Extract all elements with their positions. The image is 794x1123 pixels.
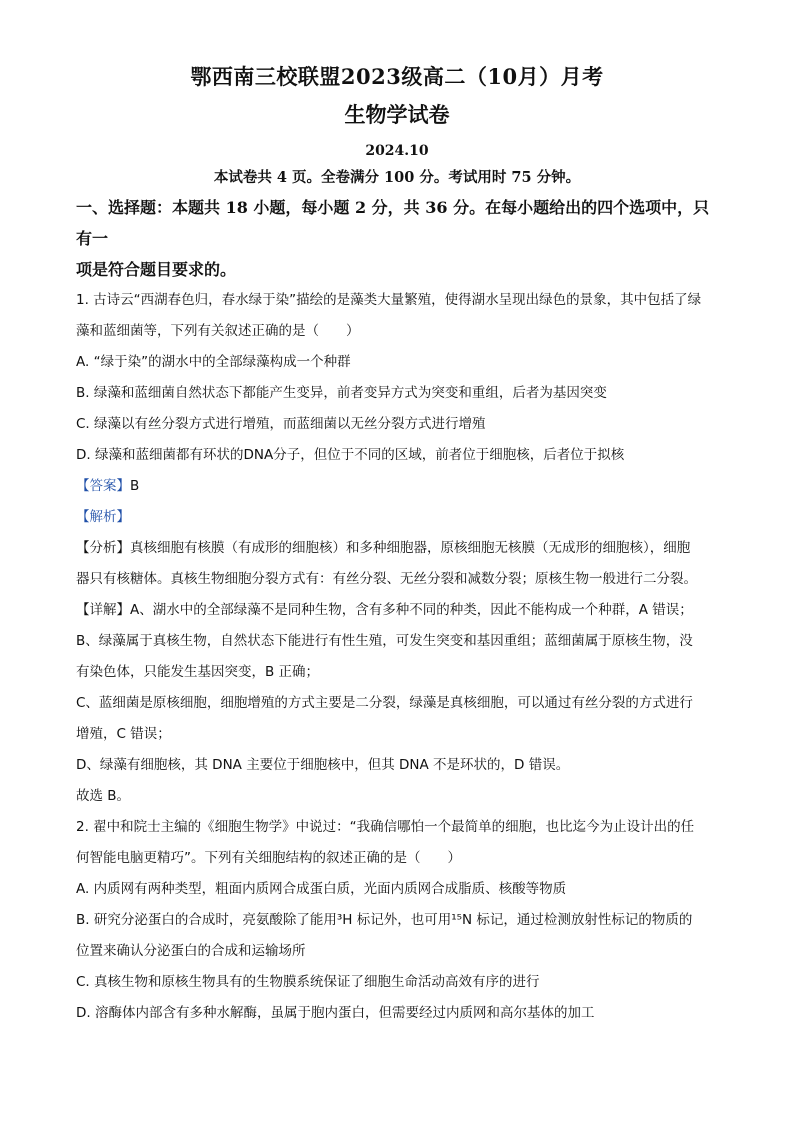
exam-title: 鄂西南三校联盟2023级高二（10月）月考 (190, 64, 604, 89)
fenxi-tag: 【分析】 (76, 540, 130, 556)
exam-subtitle: 生物学试卷 (344, 102, 450, 127)
answer-tag: 【答案】 (76, 478, 130, 494)
q1-stem-line1: 1. 古诗云“西湖春色归，春水绿于染”描绘的是藻类大量繁殖，使得湖水呈现出绿色的景象，其中包括了绿 (76, 292, 702, 308)
analysis-tag: 【解析】 (76, 509, 130, 525)
fenxi-text-1: 真核细胞有核膜（有成形的细胞核）和多种细胞器，原核细胞无核膜（无成形的细胞核），细胞 (130, 540, 691, 556)
q1-analysis-heading (76, 502, 718, 533)
answer-value: B (130, 478, 140, 494)
q2-option-d: D. 溶酶体内部含有多种水解酶，虽属于胞内蛋白，但需要经过内质网和高尔基体的加工 (76, 1005, 595, 1021)
q1-option-a: A. “绿于染”的湖水中的全部绿藻构成一个种群 (76, 354, 351, 370)
q2-option-b1: B. 研究分泌蛋白的合成时，亮氨酸除了能用³H 标记外，也可用¹⁵N 标记，通过检测放射性标记的物质的 (76, 912, 693, 928)
q2-stem-line1: 2. 翟中和院士主编的《细胞生物学》中说过：“我确信哪怕一个最简单的细胞，也比迄今为止设计出的任 (76, 819, 695, 835)
q1-option-c: C. 绿藻以有丝分裂方式进行增殖，而蓝细菌以无丝分裂方式进行增殖 (76, 416, 486, 432)
q1-option-b: B. 绿藻和蓝细菌自然状态下都能产生变异，前者变异方式为突变和重组，后者为基因突变 (76, 385, 607, 401)
exam-note: 本试卷共 4 页。全卷满分 100 分。考试用时 75 分钟。 (213, 169, 581, 186)
q1-xiangjie-b2: 有染色体，只能发生基因突变，B 正确； (76, 664, 320, 680)
q1-option-d: D. 绿藻和蓝细菌都有环状的DNA分子，但位于不同的区域，前者位于细胞核，后者位于拟核 (76, 447, 625, 463)
q1-stem-line2: 藻和蓝细菌等，下列有关叙述正确的是（ ） (76, 323, 360, 339)
q1-conclusion: 故选 B。 (76, 788, 131, 804)
q1-xiangjie-c1: C、蓝细菌是原核细胞，细胞增殖的方式主要是二分裂，绿藻是真核细胞，可以通过有丝分裂的方式进行 (76, 695, 693, 711)
q1-xiangjie-b1: B、绿藻属于真核生物，自然状态下能进行有性生殖，可发生突变和基因重组；蓝细菌属于原核生物，没 (76, 633, 693, 649)
section-heading-line1: 一、选择题：本题共 18 小题，每小题 2 分，共 36 分。在每小题给出的四个选项中，只有一 (76, 198, 710, 248)
q1-xiangjie-a (76, 595, 718, 626)
q1-fenxi-line1 (76, 533, 718, 564)
q2-option-a: A. 内质网有两种类型，粗面内质网合成蛋白质，光面内质网合成脂质、核酸等物质 (76, 881, 567, 897)
q1-xiangjie-d: D、绿藻有细胞核，其 DNA 主要位于细胞核中，但其 DNA 不是环状的，D 错误。 (76, 757, 570, 773)
section-heading-line2: 项是符合题目要求的。 (76, 260, 237, 279)
q2-stem-line2: 何智能电脑更精巧”。下列有关细胞结构的叙述正确的是（ ） (76, 850, 461, 866)
exam-date: 2024.10 (365, 143, 429, 159)
xiangjie-a-text: A、湖水中的全部绿藻不是同种生物，含有多种不同的种类，因此不能构成一个种群，A 错误； (130, 602, 693, 618)
q2-option-c: C. 真核生物和原核生物具有的生物膜系统保证了细胞生命活动高效有序的进行 (76, 974, 540, 990)
xiangjie-tag: 【详解】 (76, 602, 130, 618)
q2-option-b2: 位置来确认分泌蛋白的合成和运输场所 (76, 943, 306, 959)
q1-fenxi-line2: 器只有核糖体。真核生物细胞分裂方式有：有丝分裂、无丝分裂和减数分裂；原核生物一般进行二分裂。 (76, 571, 697, 587)
q1-answer (76, 471, 718, 502)
q1-xiangjie-c2: 增殖，C 错误； (76, 726, 171, 742)
